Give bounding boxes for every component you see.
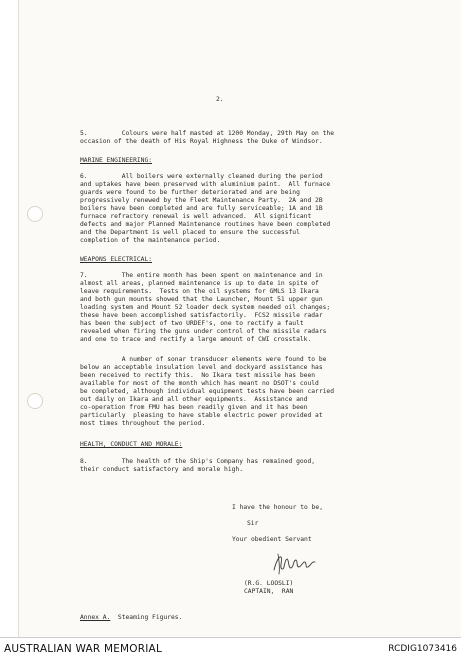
punch-hole [27, 206, 43, 222]
sonar-para-line: A number of sonar transducer elements were found to be [80, 356, 327, 363]
para7-line: revealed when firing the guns under control of the missile radars [80, 328, 327, 335]
para7-line: 7. The entire month has been spent on maintenance and in [80, 272, 323, 279]
para7-line: has been the subject of two URDEF's, one to rectify a fault [80, 320, 304, 327]
para6-line: and the Department is well placed to ensure the successful [80, 229, 300, 236]
closing-sir: Sir [247, 520, 259, 527]
sonar-para-line: below an acceptable insulation level and dockyard assistance has [80, 364, 323, 371]
sonar-para-line: been received to rectify this. No Ikara test missile has been [80, 372, 316, 379]
para8-line: 8. The health of the Ship's Company has remained good, [80, 458, 316, 465]
page-number: 2. [216, 96, 224, 103]
para7-line: and one to trace and rectify a large amount of CWI crosstalk. [80, 336, 312, 343]
para7-line: loading system and Mount 52 loader deck system needed oil changes; [80, 304, 331, 311]
para7-line: almost all areas, planned maintenance is up to date in spite of [80, 280, 319, 287]
sonar-para-line: most times throughout the period. [80, 420, 206, 427]
para8-line: their conduct satisfactory and morale high. [80, 466, 244, 473]
health-heading: HEALTH, CONDUCT AND MORALE: [80, 441, 183, 448]
para6-line: progressively renewed by the Fleet Maintenance Party. 2A and 2B [80, 197, 323, 204]
para7-line: and both gun mounts showed that the Launcher, Mount 51 upper gun [80, 296, 323, 303]
para6-line: boilers have been completed and are fully serviceable; 1A and 1B [80, 205, 323, 212]
footer-record-id: RCDIG1073416 [388, 644, 457, 654]
sonar-para-line: be completed, although individual equipment tests have been carried [80, 388, 335, 395]
para6-line: defects and major Planned Maintenance routines have been completed [80, 221, 331, 228]
weapons-electrical-heading: WEAPONS ELECTRICAL: [80, 256, 153, 263]
para6-line: guards were found to be further deteriorated and are being [80, 189, 300, 196]
para6-line: completion of the maintenance period. [80, 237, 221, 244]
sonar-para-line: co-operation from FMU has been readily given and it has been [80, 404, 308, 411]
sonar-para-line: available for most of the month which has meant no DSOT's could [80, 380, 319, 387]
punch-hole [27, 393, 43, 409]
sonar-para-line: particularly pleasing to have stable electric power provided at [80, 412, 323, 419]
annex-line [80, 614, 182, 622]
signatory-name: (R.G. LOOSLI) [244, 580, 294, 587]
sonar-para-line: out daily on Ikara and all other equipments. Assistance and [80, 396, 308, 403]
handwritten-signature [270, 548, 320, 578]
closing-honour: I have the honour to be, [232, 504, 323, 511]
para7-line: these have been accomplished satisfactorily. FCS2 missile radar [80, 312, 323, 319]
para6-line: furnace refractory renewal is well advanced. All significant [80, 213, 312, 220]
closing-servant: Your obedient Servant [232, 536, 312, 543]
document-page [18, 0, 461, 637]
archive-footer [0, 637, 461, 667]
para6-line: 6. All boilers were externally cleaned during the period [80, 173, 323, 180]
para5-line: occasion of the death of His Royal Highness the Duke of Windsor. [80, 138, 323, 145]
marine-engineering-heading: MARINE ENGINEERING: [80, 157, 153, 164]
annex-label: Annex A. [80, 614, 111, 621]
para7-line: leave requirements. Tests on the oil systems for GMLS 13 Ikara [80, 288, 319, 295]
footer-institution: AUSTRALIAN WAR MEMORIAL [4, 643, 162, 655]
para5-line: 5. Colours were half masted at 1200 Monday, 29th May on the [80, 130, 335, 137]
annex-text: Steaming Figures. [110, 614, 183, 621]
signatory-rank: CAPTAIN, RAN [244, 588, 294, 595]
para6-line: and uptakes have been preserved with aluminium paint. All furnace [80, 181, 331, 188]
